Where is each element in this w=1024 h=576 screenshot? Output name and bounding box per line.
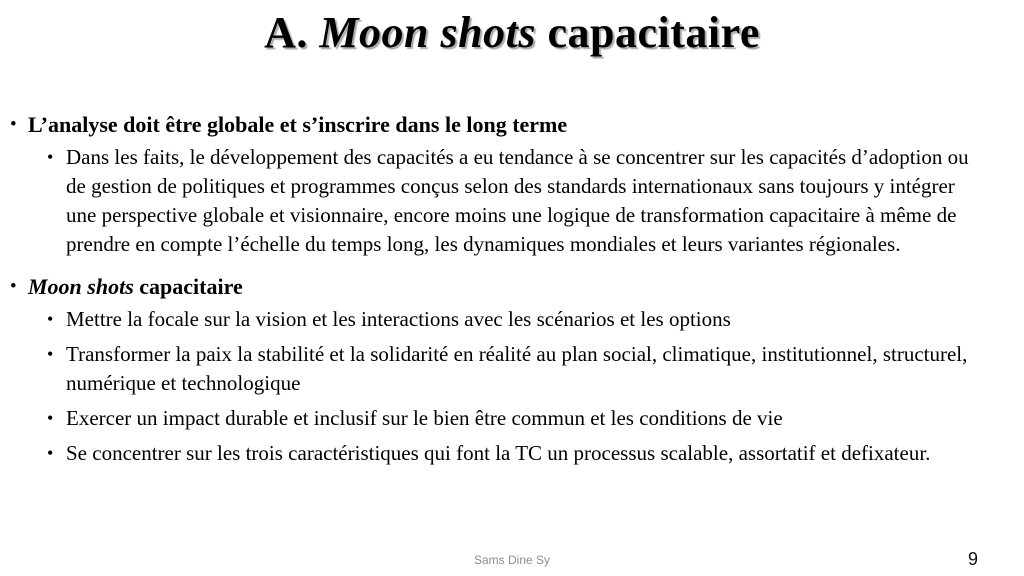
bullet-item-analysis	[8, 111, 990, 259]
slide-title	[0, 0, 1024, 59]
bullet-head-moonshots	[8, 273, 990, 300]
sub-bullet-dans-les-faits	[47, 143, 990, 259]
sub-bullet-se-concentrer-text: Se concentrer sur les trois caractéristiques qui font la TC un processus scalable, assortatif et defixateur.	[66, 441, 931, 465]
sub-bullet-se-concentrer	[47, 439, 990, 468]
sub-bullet-transformer-text: Transformer la paix la stabilité et la solidarité en réalité au plan social, climatique, institutionnel, structurel, numérique et technologique	[66, 342, 968, 395]
bullet-head-analysis-text: L’analyse doit être globale et s’inscrire dans le long terme	[28, 112, 568, 137]
sub-bullet-mettre-focale	[47, 305, 990, 334]
slide-title-prefix: A.	[264, 8, 320, 57]
sub-bullet-exercer-impact-text: Exercer un impact durable et inclusif sur le bien être commun et les conditions de vie	[66, 406, 783, 430]
bullet-head-analysis	[8, 111, 990, 138]
bullet-sublist-moonshots	[8, 305, 990, 468]
bullet-icon: •	[10, 276, 17, 297]
bullet-icon: •	[47, 408, 54, 428]
slide-title-suffix: capacitaire	[535, 8, 760, 57]
bullet-icon: •	[47, 344, 54, 364]
page-number: 9	[967, 549, 978, 569]
bullet-head-moonshots-rest: capacitaire	[133, 274, 243, 299]
sub-bullet-exercer-impact	[47, 404, 990, 433]
footer-author: Sams Dine Sy	[473, 553, 551, 567]
slide-title-italic-phrase: Moon shots	[319, 8, 536, 57]
sub-bullet-dans-les-faits-text: Dans les faits, le développement des capacités a eu tendance à se concentrer sur les capacités d’adoption ou de gestion de politiques et programmes conçus selon des standards internationaux sans toujours y intégrer une perspective globale et visionnaire, encore moins une logique de transformation capacitaire à même de prendre en compte l’échelle du temps long, les dynamiques mondiales et leurs variantes régionales.	[66, 145, 969, 256]
bullet-sublist-analysis	[8, 143, 990, 259]
sub-bullet-transformer	[47, 340, 990, 398]
bullet-icon: •	[10, 114, 17, 135]
sub-bullet-mettre-focale-text: Mettre la focale sur la vision et les interactions avec les scénarios et les options	[66, 307, 731, 331]
bullet-list-level1	[8, 111, 990, 468]
bullet-icon: •	[47, 443, 54, 463]
slide-body	[0, 111, 1024, 468]
bullet-icon: •	[47, 309, 54, 329]
bullet-item-moonshots	[8, 273, 990, 468]
bullet-icon: •	[47, 147, 54, 167]
bullet-head-moonshots-italic: Moon shots	[28, 274, 134, 299]
